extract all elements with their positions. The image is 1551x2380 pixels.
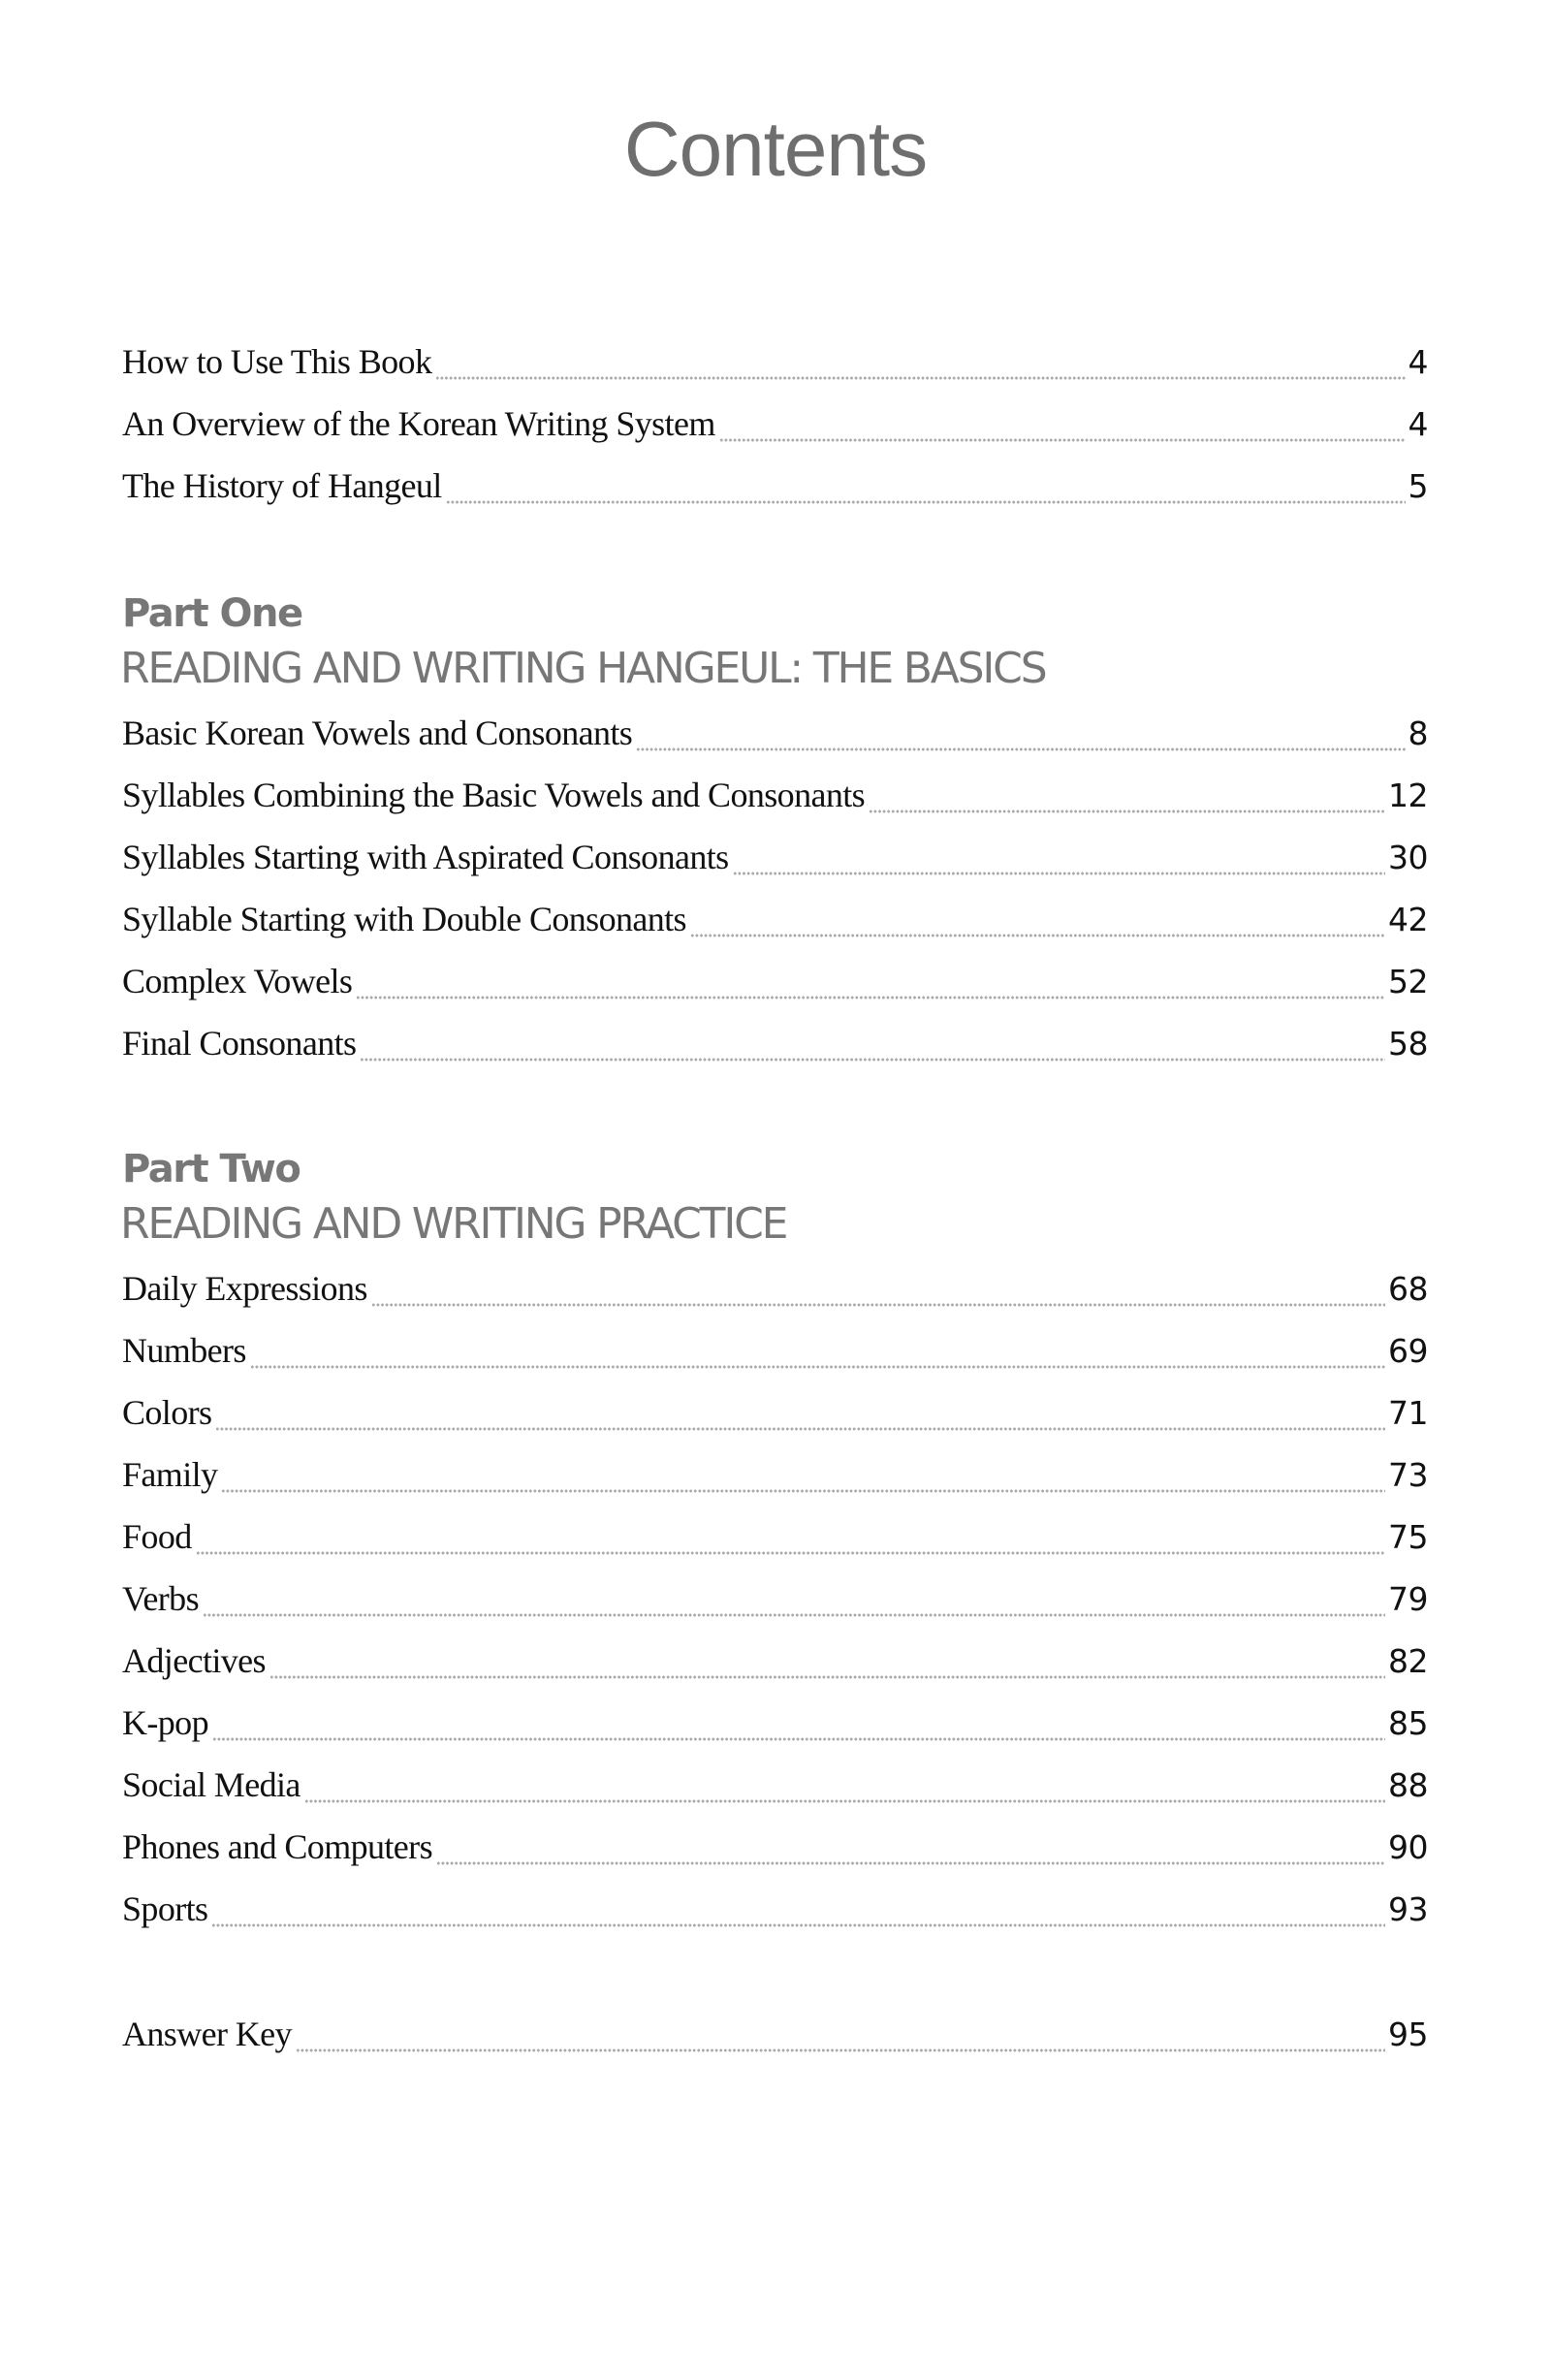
toc-entry[interactable]	[122, 1516, 1428, 1565]
toc-page-number: 5	[1408, 467, 1428, 505]
toc-page-number: 12	[1388, 777, 1428, 814]
toc-entry-label: Verbs	[122, 1579, 199, 1618]
toc-page-number: 93	[1388, 1890, 1428, 1928]
toc-page-number: 71	[1388, 1394, 1428, 1432]
toc-page-number: 30	[1388, 839, 1428, 876]
dot-leader	[212, 1737, 1385, 1741]
toc-entry[interactable]	[122, 961, 1428, 1009]
toc-entry-label: How to Use This Book	[122, 342, 432, 381]
toc-entry-how-to-use[interactable]	[122, 341, 1428, 390]
part-two-label: Part Two	[122, 1147, 301, 1191]
toc-entry-label: K-pop	[122, 1703, 208, 1742]
toc-entry[interactable]	[122, 1702, 1428, 1751]
toc-entry[interactable]	[122, 837, 1428, 885]
part-two-heading: READING AND WRITING PRACTICE	[120, 1199, 787, 1249]
dot-leader	[435, 376, 1405, 380]
toc-entry[interactable]	[122, 1764, 1428, 1813]
toc-entry-label: Social Media	[122, 1765, 301, 1804]
dot-leader	[250, 1365, 1385, 1369]
toc-entry-label: The History of Hangeul	[122, 466, 442, 505]
toc-entry-label: Adjectives	[122, 1641, 266, 1680]
toc-entry-label: Sports	[122, 1889, 208, 1928]
toc-entry-history[interactable]	[122, 465, 1428, 514]
toc-page-number: 68	[1388, 1270, 1428, 1308]
toc-page-number: 52	[1388, 963, 1428, 1000]
part-one-heading: READING AND WRITING HANGEUL: THE BASICS	[120, 644, 1046, 693]
dot-leader	[221, 1489, 1385, 1493]
toc-entry[interactable]	[122, 1640, 1428, 1689]
dot-leader	[360, 1058, 1385, 1062]
dot-leader	[719, 438, 1406, 442]
toc-entry-label: Phones and Computers	[122, 1827, 432, 1866]
toc-entry-label: Complex Vowels	[122, 962, 353, 1000]
toc-page-number: 58	[1388, 1025, 1428, 1063]
toc-entry-label: Final Consonants	[122, 1024, 357, 1063]
dot-leader	[296, 2048, 1385, 2052]
dot-leader	[446, 500, 1406, 504]
toc-entry-label: Family	[122, 1455, 218, 1494]
dot-leader	[356, 996, 1385, 1000]
toc-page-number: 69	[1388, 1332, 1428, 1370]
toc-entry[interactable]	[122, 1330, 1428, 1379]
toc-entry[interactable]	[122, 1023, 1428, 1071]
toc-entry[interactable]	[122, 713, 1428, 761]
dot-leader	[371, 1303, 1385, 1307]
toc-page-number: 95	[1388, 2015, 1428, 2053]
toc-entry-label: Colors	[122, 1393, 212, 1432]
toc-entry-label: Food	[122, 1517, 192, 1556]
toc-entry-label: Syllables Combining the Basic Vowels and Consonants	[122, 776, 866, 814]
dot-leader	[203, 1613, 1385, 1617]
toc-entry-answer-key[interactable]	[122, 2014, 1428, 2062]
toc-page-number: 8	[1408, 714, 1428, 752]
toc-entry-label: Syllable Starting with Double Consonants	[122, 900, 686, 938]
toc-entry[interactable]	[122, 1826, 1428, 1875]
toc-entry[interactable]	[122, 899, 1428, 947]
dot-leader	[869, 809, 1385, 813]
dot-leader	[215, 1427, 1385, 1431]
toc-entry[interactable]	[122, 1578, 1428, 1627]
dot-leader	[733, 872, 1385, 875]
toc-page-number: 79	[1388, 1580, 1428, 1618]
dot-leader	[436, 1861, 1385, 1865]
toc-page-number: 73	[1388, 1456, 1428, 1494]
toc-entry-label: Numbers	[122, 1331, 246, 1370]
dot-leader	[690, 934, 1385, 937]
toc-entry-overview[interactable]	[122, 403, 1428, 452]
toc-entry-label: Basic Korean Vowels and Consonants	[122, 714, 633, 752]
dot-leader	[269, 1675, 1385, 1679]
toc-page-number: 4	[1408, 405, 1428, 443]
dot-leader	[196, 1551, 1385, 1555]
toc-page-number: 90	[1388, 1828, 1428, 1866]
toc-entry[interactable]	[122, 1268, 1428, 1317]
toc-entry[interactable]	[122, 775, 1428, 823]
toc-entry-label: Syllables Starting with Aspirated Consonants	[122, 838, 729, 876]
dot-leader	[636, 747, 1405, 751]
toc-entry[interactable]	[122, 1392, 1428, 1441]
page-title: Contents	[623, 106, 928, 192]
toc-entry-label: Answer Key	[122, 2015, 292, 2053]
dot-leader	[211, 1923, 1385, 1927]
toc-page-number: 4	[1408, 343, 1428, 381]
toc-page-number: 88	[1388, 1766, 1428, 1804]
toc-entry-label: An Overview of the Korean Writing System	[122, 404, 715, 443]
toc-page-number: 42	[1388, 901, 1428, 938]
part-one-label: Part One	[122, 591, 302, 636]
dot-leader	[304, 1799, 1385, 1803]
toc-page-number: 82	[1388, 1642, 1428, 1680]
toc-page-number: 75	[1388, 1518, 1428, 1556]
toc-entry[interactable]	[122, 1454, 1428, 1503]
toc-entry-label: Daily Expressions	[122, 1269, 367, 1308]
toc-page-number: 85	[1388, 1704, 1428, 1742]
toc-entry[interactable]	[122, 1888, 1428, 1937]
